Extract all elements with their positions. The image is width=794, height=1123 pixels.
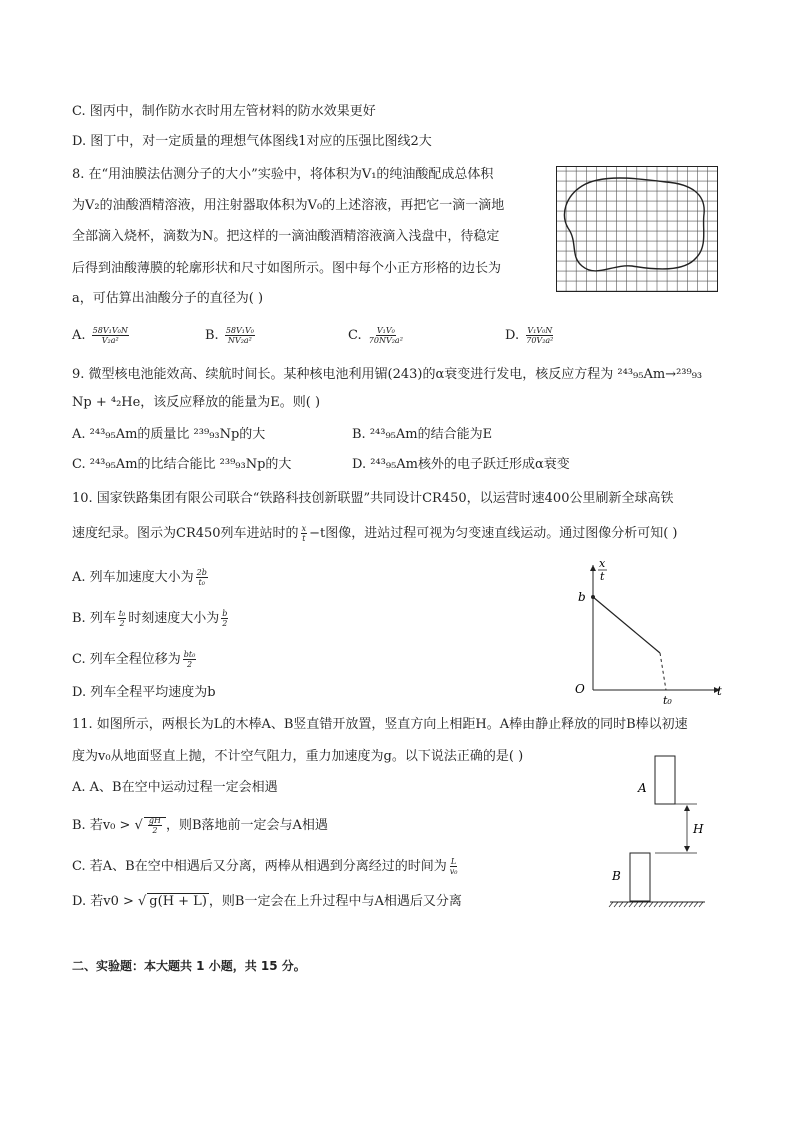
q8-line-2: 为V₂的油酸酒精溶液，用注射器取体积为V₀的上述溶液，再把它一滴一滴地 — [72, 198, 505, 213]
q7-option-c: C. 图丙中，制作防水衣时用左管材料的防水效果更好 — [72, 104, 376, 119]
t0-label: t₀ — [663, 694, 672, 707]
q8-a-denominator: V₂a² — [101, 336, 119, 345]
rod-a — [655, 756, 675, 804]
q10-line-2: 速度纪录。图示为CR450列车进站时的 $\frac{x}{t}$ −t图像，进站过程可视为匀变速直线运动。通过图像分析可知( ) — [72, 524, 678, 543]
q8-a-numerator: 58V₁V₀N — [92, 326, 128, 335]
q8-c-numerator: V₁V₀ — [376, 326, 395, 335]
q8-line-4: 后得到油酸薄膜的轮廓形状和尺寸如图所示。图中每个小正方形格的边长为 — [72, 261, 502, 276]
q8-d-denominator: 70V₂a² — [526, 336, 554, 345]
y-label-den: t — [600, 570, 605, 583]
q10-line-1: 10. 国家铁路集团有限公司联合“铁路科技创新联盟”共同设计CR450，以运营时速400公里刷新全球高铁 — [72, 491, 674, 506]
graph-solid-line — [593, 597, 660, 653]
rods-figure — [605, 752, 735, 912]
q11-option-a: A. A、B在空中运动过程一定会相遇 — [72, 780, 278, 795]
q11-option-c: C. 若A、B在空中相遇后又分离，两棒从相遇到分离经过的时间为 $\frac{L}{\text{v₀}}$ — [72, 857, 458, 876]
q7-option-d: D. 图丁中，对一定质量的理想气体图线1对应的压强比图线2大 — [72, 134, 432, 149]
q9-option-d: D. ²⁴³₉₅Am核外的电子跃迁形成α衰变 — [352, 457, 570, 472]
graph-dashed-line — [660, 653, 666, 690]
rod-b-label: B — [612, 869, 621, 883]
q8-line-3: 全部滴入烧杯，滴数为N。把这样的一滴油酸酒精溶液滴入浅盘中，待稳定 — [72, 229, 500, 244]
start-point — [591, 595, 595, 599]
h-label: H — [693, 822, 704, 836]
q8-option-b: B. $\frac{\text{58V₁V₀}}{\text{NV₂a²}}$ — [205, 326, 254, 345]
y-label-num: x — [599, 557, 606, 570]
q10-option-d: D. 列车全程平均速度为b — [72, 685, 216, 700]
q8-line-5: a，可估算出油酸分子的直径为( ) — [72, 291, 264, 306]
q9-option-b: B. ²⁴³₉₅Am的结合能为E — [352, 427, 493, 442]
q10-option-a: A. 列车加速度大小为 $\frac{2b}{\text{t₀}}$ — [72, 568, 207, 587]
oil-film-grid-figure — [556, 166, 718, 292]
section-2-heading: 二、实验题：本大题共 1 小题，共 15 分。 — [72, 959, 306, 973]
q8-d-numerator: V₁V₀N — [527, 326, 553, 335]
q8-option-d: D. $\frac{\text{V₁V₀N}}{\text{70V₂a²}}$ — [505, 326, 554, 345]
rod-b — [630, 853, 650, 901]
q11-line-1: 11. 如图所示，两根长为L的木棒A、B竖直错开放置，竖直方向上相距H。A棒由静止释放的同时B棒以初速 — [72, 717, 688, 732]
q11-option-d: D. 若v0 > √ g(H + L) ，则B一定会在上升过程中与A相遇后又分离 — [72, 894, 462, 909]
q11-line-2: 度为v₀从地面竖直上抛，不计空气阻力，重力加速度为g。以下说法正确的是( ) — [72, 749, 524, 764]
x-over-t-graph — [565, 555, 730, 710]
q9-line-2: Np + ⁴₂He，该反应释放的能量为E。则( ) — [72, 395, 321, 410]
q9-line-1: 9. 微型核电池能效高、续航时间长。某种核电池利用镅(243)的α衰变进行发电，核反应方程为 ²⁴³₉₅Am→²³⁹₉₃ — [72, 367, 703, 382]
b-label: b — [578, 590, 586, 604]
q8-b-denominator: NV₂a² — [227, 336, 252, 345]
t-label: t — [717, 684, 722, 698]
q9-option-a: A. ²⁴³₉₅Am的质量比 ²³⁹₉₃Np的大 — [72, 427, 266, 442]
q8-b-numerator: 58V₁V₀ — [225, 326, 254, 335]
q10-option-c: C. 列车全程位移为 $\frac{\text{bt₀}}{2}$ — [72, 650, 196, 669]
q11-option-b: B. 若v₀ > √ $\frac{gH}{2}$ ，则B落地前一定会与A相遇 — [72, 816, 328, 835]
oil-film-outline — [564, 178, 704, 271]
q8-c-denominator: 70NV₂a² — [368, 336, 403, 345]
q8-option-a: A. $\frac{\text{58V₁V₀N}}{\text{V₂a²}}$ — [72, 326, 128, 345]
q8-line-1: 8. 在“用油膜法估测分子的大小”实验中，将体积为V₁的纯油酸配成总体积 — [72, 167, 494, 182]
rod-a-label: A — [638, 781, 647, 795]
q9-option-c: C. ²⁴³₉₅Am的比结合能比 ²³⁹₉₃Np的大 — [72, 457, 292, 472]
origin-label: O — [575, 682, 585, 696]
q8-option-c: C. $\frac{\text{V₁V₀}}{\text{70NV₂a²}}$ — [348, 326, 403, 345]
q10-option-b: B. 列车 $\frac{\text{t₀}}{2}$ 时刻速度大小为 $\frac{b}{2}$ — [72, 609, 228, 628]
